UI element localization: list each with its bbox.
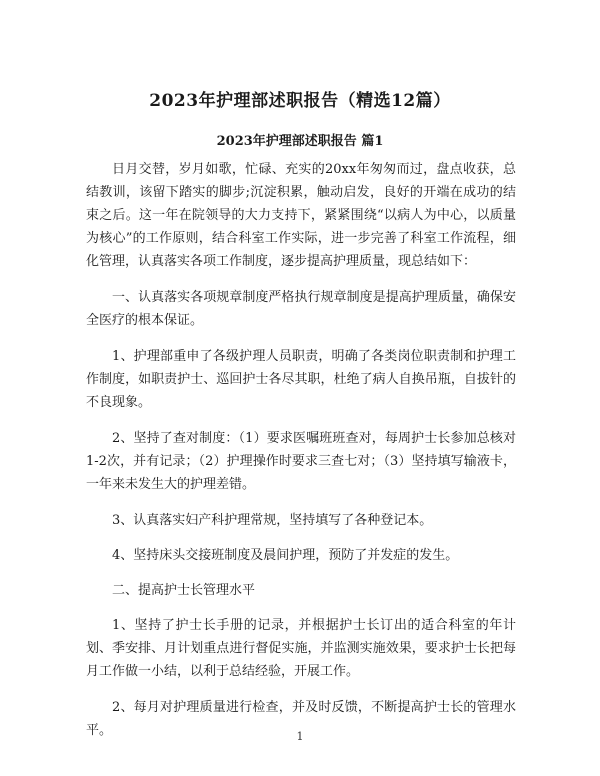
paragraph-item-1: 1、护理部重申了各级护理人员职责，明确了各类岗位职责制和护理工作制度，如职责护士、巡回护士各尽其职，杜绝了病人自换吊瓶，自拔针的不良现象。 bbox=[86, 349, 516, 410]
paragraph-section-one-heading: 一、认真落实各项规章制度严格执行规章制度是提高护理质量，确保安全医疗的根本保证。 bbox=[86, 290, 516, 328]
paragraph-section-two-item-2: 2、每月对护理质量进行检查，并及时反馈，不断提高护士长的管理水平。 bbox=[86, 700, 516, 738]
paragraph-item-2: 2、坚持了查对制度：（1）要求医嘱班班查对，每周护士长参加总核对1-2次，并有记录；（2）护理操作时要求三查七对；（3）坚持填写输液卡，一年来未发生大的护理差错。 bbox=[86, 431, 516, 492]
paragraph-item-3: 3、认真落实妇产科护理常规，坚持填写了各种登记本。 bbox=[112, 513, 433, 528]
paragraph-item-4: 4、坚持床头交接班制度及晨间护理，预防了并发症的发生。 bbox=[112, 548, 459, 563]
document-body bbox=[86, 158, 516, 755]
page-number: 1 bbox=[296, 730, 304, 743]
paragraph-intro: 日月交替，岁月如歌，忙碌、充实的20xx年匆匆而过，盘点收获，总结教训，该留下踏实的脚步;沉淀积累，触动启发，良好的开端在成功的结束之后。这一年在院领导的大力支持下，紧紧围绕“以病人为中心，以质量为核心”的工作原则，结合科室工作实际，进一步完善了科室工作流程，细化管理，认真落实各项工作制度，逐步提高护理质量，现总结如下： bbox=[86, 162, 516, 269]
document-title: 2023年护理部述职报告（精选12篇） bbox=[149, 91, 451, 111]
paragraph-section-two-item-1: 1、坚持了护士长手册的记录，并根据护士长订出的适合科室的年计划、季安排、月计划重点进行督促实施，并监测实施效果，要求护士长把每月工作做一小结，以利于总结经验，开展工作。 bbox=[86, 618, 516, 679]
paragraph-section-two-heading: 二、提高护士长管理水平 bbox=[112, 583, 256, 598]
section-title: 2023年护理部述职报告 篇1 bbox=[216, 134, 384, 149]
